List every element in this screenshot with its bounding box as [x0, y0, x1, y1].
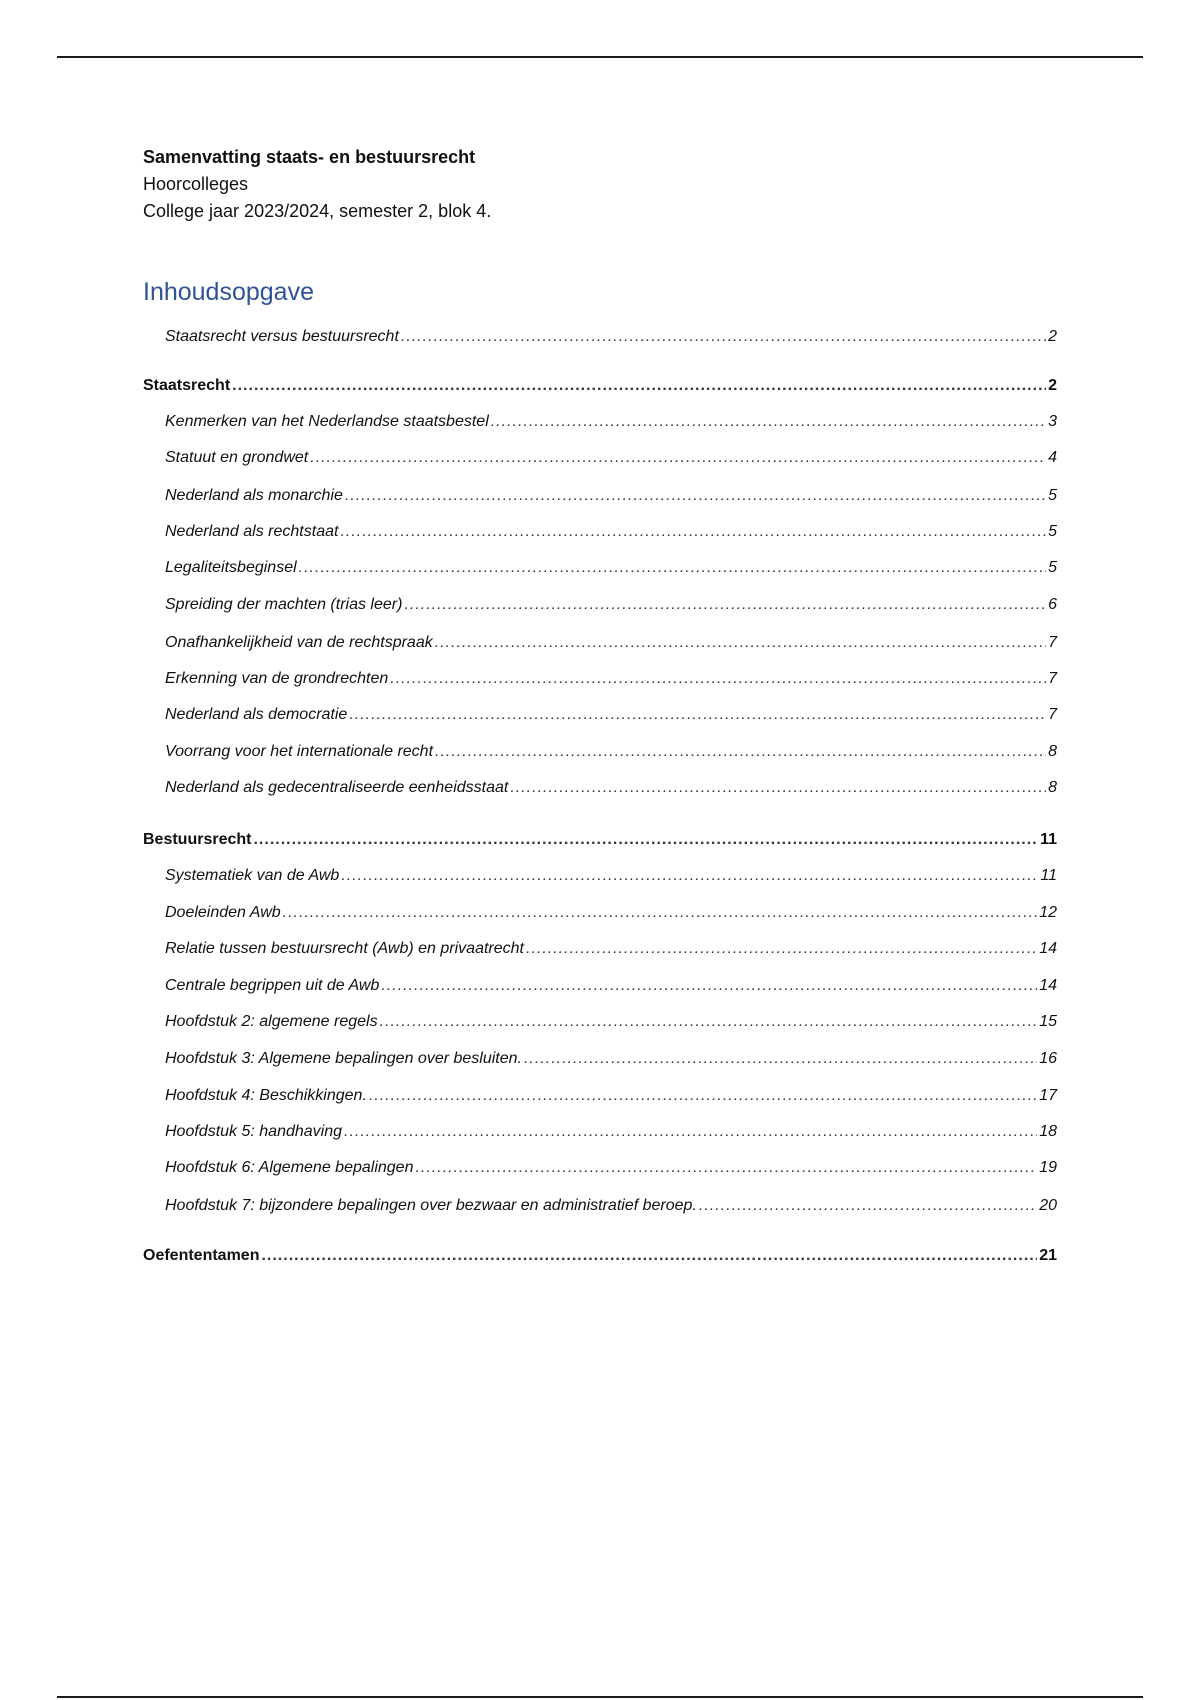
toc-entry-page: 11 — [1040, 867, 1057, 884]
toc-entry-page: 21 — [1039, 1247, 1057, 1264]
toc-entry-label: Legaliteitsbeginsel — [165, 559, 297, 576]
toc-entry-page: 8 — [1048, 743, 1057, 760]
toc-entry[interactable] — [165, 521, 1057, 543]
toc-entry-page: 3 — [1048, 413, 1057, 430]
toc-entry-page: 7 — [1048, 706, 1057, 723]
toc-entry-label: Bestuursrecht — [143, 831, 252, 848]
toc-entry-label: Hoofdstuk 5: handhaving — [165, 1123, 343, 1140]
toc-entry[interactable] — [165, 1048, 1057, 1070]
toc-entry[interactable] — [165, 938, 1057, 960]
toc-entry[interactable] — [165, 1011, 1057, 1033]
toc-entry-label: Staatsrecht versus bestuursrecht — [165, 328, 399, 345]
toc-entry[interactable] — [165, 777, 1057, 799]
toc-entry-label: Spreiding der machten (trias leer) — [165, 596, 403, 613]
toc-entry-page: 7 — [1048, 634, 1057, 651]
toc-entry-page: 4 — [1048, 449, 1057, 466]
footer-rule — [57, 1696, 1143, 1698]
toc-entry[interactable] — [165, 632, 1057, 654]
toc-entry[interactable] — [165, 1085, 1057, 1107]
toc-entry-label: Systematiek van de Awb — [165, 867, 340, 884]
toc-entry-page: 11 — [1040, 831, 1057, 848]
toc-entry-label: Erkenning van de grondrechten — [165, 670, 389, 687]
toc-section-oefententamen[interactable] — [143, 1245, 1057, 1267]
toc-entry-label: Onafhankelijkheid van de rechtspraak — [165, 634, 433, 651]
toc-entry-page: 18 — [1039, 1123, 1057, 1140]
toc-entry-page: 5 — [1048, 487, 1057, 504]
toc-entry-label: Nederland als monarchie — [165, 487, 343, 504]
toc-entry-page: 7 — [1048, 670, 1057, 687]
toc-entry[interactable] — [165, 865, 1057, 887]
toc-entry-label: Hoofdstuk 7: bijzondere bepalingen over bezwaar en administratief beroep. — [165, 1197, 697, 1214]
header-rule — [57, 56, 1143, 58]
toc-entry-page: 8 — [1048, 779, 1057, 796]
toc-entry[interactable] — [165, 975, 1057, 997]
toc-entry-label: Hoofdstuk 3: Algemene bepalingen over besluiten. — [165, 1050, 522, 1067]
toc-entry[interactable] — [165, 741, 1057, 763]
toc-entry-page: 19 — [1039, 1159, 1057, 1176]
toc-entry[interactable] — [165, 326, 1057, 348]
toc-entry-page: 15 — [1039, 1013, 1057, 1030]
document-header — [143, 144, 491, 225]
toc-entry-label: Oefententamen — [143, 1247, 260, 1264]
toc-entry-page: 2 — [1048, 328, 1057, 345]
toc-entry[interactable] — [165, 594, 1057, 616]
toc-entry-label: Hoofdstuk 6: Algemene bepalingen — [165, 1159, 414, 1176]
toc-entry-label: Staatsrecht — [143, 377, 231, 394]
toc-entry-label: Relatie tussen bestuursrecht (Awb) en privaatrecht — [165, 940, 524, 957]
toc-entry-page: 6 — [1048, 596, 1057, 613]
toc-entry-label: Hoofdstuk 2: algemene regels — [165, 1013, 378, 1030]
toc-entry-page: 16 — [1039, 1050, 1057, 1067]
toc-entry-label: Statuut en grondwet — [165, 449, 309, 466]
toc-entry[interactable] — [165, 668, 1057, 690]
toc-entry[interactable] — [165, 902, 1057, 924]
toc-section-bestuursrecht[interactable] — [143, 829, 1057, 851]
toc-entry-label: Centrale begrippen uit de Awb — [165, 977, 380, 994]
toc-entry-label: Nederland als gedecentraliseerde eenheidsstaat — [165, 779, 509, 796]
toc-entry-label: Nederland als democratie — [165, 706, 348, 723]
document-subtitle: Hoorcolleges — [143, 174, 249, 194]
toc-entry-page: 14 — [1039, 977, 1057, 994]
toc-entry-label: Voorrang voor het internationale recht — [165, 743, 434, 760]
toc-entry-label: Nederland als rechtstaat — [165, 523, 339, 540]
toc-entry-page: 14 — [1039, 940, 1057, 957]
toc-entry[interactable] — [165, 1195, 1057, 1217]
toc-entry[interactable] — [165, 485, 1057, 507]
toc-entry-page: 17 — [1039, 1087, 1057, 1104]
toc-entry[interactable] — [165, 1121, 1057, 1143]
toc-entry-page: 20 — [1039, 1197, 1057, 1214]
toc-entry[interactable] — [165, 411, 1057, 433]
toc-heading: Inhoudsopgave — [143, 278, 314, 306]
toc-section-staatsrecht[interactable] — [143, 375, 1057, 397]
toc-entry-page: 5 — [1048, 523, 1057, 540]
toc-entry[interactable] — [165, 447, 1057, 469]
toc-entry[interactable] — [165, 557, 1057, 579]
toc-entry[interactable] — [165, 1157, 1057, 1179]
document-period: College jaar 2023/2024, semester 2, blok 4. — [143, 201, 492, 221]
toc-entry-label: Kenmerken van het Nederlandse staatsbestel — [165, 413, 489, 430]
toc-entry[interactable] — [165, 704, 1057, 726]
document-title: Samenvatting staats- en bestuursrecht — [143, 147, 476, 167]
toc-entry-label: Hoofdstuk 4: Beschikkingen. — [165, 1087, 367, 1104]
toc-entry-page: 2 — [1048, 377, 1057, 394]
toc-entry-label: Doeleinden Awb — [165, 904, 281, 921]
toc-entry-page: 5 — [1048, 559, 1057, 576]
toc-entry-page: 12 — [1039, 904, 1057, 921]
